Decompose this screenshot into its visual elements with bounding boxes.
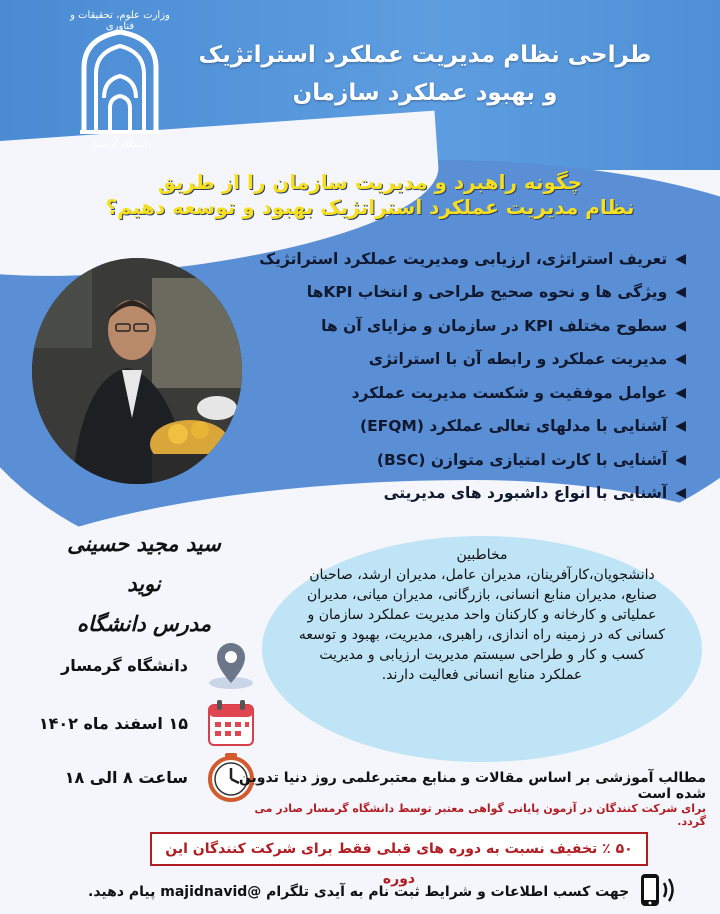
list-item: ◀ سطوح مختلف KPI در سازمان و مزایای آن ها — [321, 316, 686, 335]
date-text: ۱۵ اسفند ماه ۱۴۰۲ — [38, 713, 188, 733]
arrow-bullet-icon: ◀ — [675, 384, 686, 401]
arrow-bullet-icon: ◀ — [675, 317, 686, 334]
arrow-bullet-icon: ◀ — [675, 451, 686, 468]
list-item: ◀ آشنایی با انواع داشبورد های مدیریتی — [383, 484, 686, 503]
university-logo — [70, 6, 170, 156]
instructor-role: مدرس دانشگاه — [76, 611, 212, 636]
question-line-2: نظام مدیریت عملکرد استراتژیک بهبود و توسعه دهیم؟ — [105, 195, 635, 219]
arrow-bullet-icon: ◀ — [675, 351, 686, 368]
arrow-bullet-icon: ◀ — [675, 418, 686, 435]
audience-text: دانشجویان،کارآفرینان، مدیران عامل، مدیران ارشد، صاحبان صنایع، مدیران منابع انسانی، بازرگانی، مدیران میانی، مدیران عملیاتی و کارخانه و کارکنان واحد مدیریت عملکرد سازمان و کسانی که در زمینه راه اندازی، راهبری، مدیریت، بهبود و توسعه کسب و کار و طراحی سیستم مدیریت ارزیابی و مدیریت عملکرد منابع انسانی فعالیت دارند. — [298, 567, 666, 683]
instructor-name: سید مجید حسینی نوید — [67, 531, 221, 596]
location-pin-icon — [202, 636, 260, 694]
arrow-bullet-icon: ◀ — [675, 284, 686, 301]
time-text: ساعت ۸ الی ۱۸ — [64, 767, 188, 787]
page-title — [190, 36, 660, 112]
question-line-1: چگونه راهبرد و مدیریت سازمان را از طریق — [157, 170, 583, 194]
audience-section — [296, 545, 668, 685]
audience-title: مخاطبین — [456, 547, 508, 563]
logo-top-text: وزارت علوم، تحقیقات و فناوری — [70, 10, 170, 32]
title-line-2: و بهبود عملکرد سازمان — [292, 80, 558, 106]
arrow-bullet-icon: ◀ — [675, 250, 686, 267]
logo-arch-icon — [78, 28, 162, 136]
list-item: ◀ آشنایی با مدلهای تعالی عملکرد (EFQM) — [359, 417, 686, 436]
calendar-icon — [202, 694, 260, 752]
contact-row — [88, 872, 708, 912]
discount-banner: ۵۰ ٪ تخفیف نسبت به دوره های قبلی فقط برای شرکت کنندگان این دوره — [150, 832, 648, 866]
content-note: مطالب آموزشی بر اساس مقالات و منابع معتبرعلمی روز دنیا تدوین شده است — [238, 770, 706, 802]
list-item: ◀ تعریف استراتژی، ارزیابی ومدیریت عملکرد استراتژیک — [259, 249, 686, 268]
phone-icon — [637, 872, 681, 912]
instructor-photo — [32, 258, 242, 484]
certificate-note: برای شرکت کنندگان در آزمون پایانی گواهی معتبر توسط دانشگاه گرمسار صادر می گردد. — [254, 802, 706, 828]
topics-list — [236, 242, 686, 510]
title-line-1: طراحی نظام مدیریت عملکرد استراتژیک — [198, 42, 652, 68]
time-row — [30, 748, 260, 806]
location-row — [30, 636, 260, 694]
instructor-signature — [64, 524, 224, 644]
headline-question — [90, 170, 650, 220]
list-item: ◀ مدیریت عملکرد و رابطه آن با استراتژی — [368, 350, 686, 369]
date-row — [30, 694, 260, 752]
logo-bottom-text: دانشگاه گرمسار — [89, 140, 151, 150]
contact-text: جهت کسب اطلاعات و شرایط ثبت نام به آیدی تلگرام @majidnavid پیام دهید. — [88, 884, 630, 900]
location-text: دانشگاه گرمسار — [61, 655, 188, 675]
list-item: ◀ آشنایی با کارت امتیازی متوازن (BSC) — [376, 450, 686, 469]
list-item: ◀ ویژگی ها و نحوه صحیح طراحی و انتخاب KPIها — [306, 283, 686, 302]
arrow-bullet-icon: ◀ — [675, 485, 686, 502]
list-item: ◀ عوامل موفقیت و شکست مدیریت عملکرد — [351, 383, 686, 402]
